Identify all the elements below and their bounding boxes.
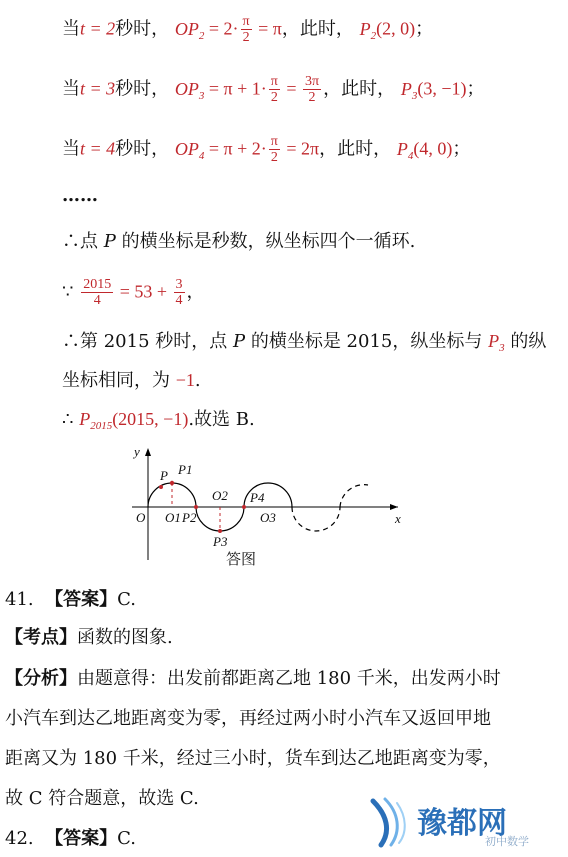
watermark-logo	[365, 793, 565, 853]
coords: (3, −1)	[417, 78, 467, 99]
label-O3: O3	[260, 510, 276, 525]
label-P2: P2	[182, 510, 197, 525]
fraction: $\frac{\pi}{2}$	[270, 74, 278, 105]
final-answer-line: ∴ $P_{2015}(2015$, −1).故选 B.	[62, 409, 255, 432]
label-P: P	[160, 468, 168, 483]
text: ；	[452, 138, 471, 160]
arc-OP: $OP_4$	[174, 138, 205, 162]
fenxi-line-3: 距离又为 180 千米，经过三小时，货车到达乙地距离变为零，	[5, 748, 501, 769]
label-O2: O2	[212, 488, 228, 503]
text: 秒时，	[115, 78, 170, 100]
fraction: $\frac{3}{4}$	[175, 277, 183, 308]
figure-caption: 答图	[226, 550, 257, 568]
fraction: $\frac{3\pi}{2}$	[305, 74, 320, 105]
fenxi-line-2: 小汽车到达乙地距离变为零，再经过两小时小汽车又返回甲地	[5, 708, 491, 729]
arc-OP: $OP_2$	[174, 18, 205, 42]
text: ，此时，	[281, 18, 354, 40]
fenxi-line-1: 【分析】由题意得：出发前都距离乙地 180 千米，出发两小时	[5, 668, 501, 689]
math-t: t = 4	[80, 138, 116, 159]
fraction: $\frac{\pi}{2}$	[242, 14, 250, 45]
text: ；	[415, 18, 434, 40]
x-axis-arrow	[390, 504, 398, 510]
coords: (2, 0)	[376, 18, 416, 39]
label-O: O	[136, 510, 146, 525]
conclusion-2015-cont: 坐标相同，为 −1.	[62, 370, 201, 391]
point-P4	[242, 505, 246, 509]
logo-swirl-icon	[373, 799, 405, 845]
q42-answer: 42. 【答案】C.	[5, 828, 136, 849]
math-t: t = 3	[80, 78, 116, 99]
text: ；	[466, 78, 485, 100]
math: =	[281, 78, 302, 99]
arc-OP: $OP_3$	[174, 78, 205, 102]
line-t4	[62, 134, 470, 168]
label-O1: O1	[165, 510, 181, 525]
fraction: $\frac{\pi}{2}$	[270, 134, 278, 165]
point-P2	[194, 505, 198, 509]
watermark-text: 豫都网	[417, 806, 507, 841]
coords: (4, 0)	[413, 138, 453, 159]
label-P1: P1	[178, 462, 193, 477]
watermark-small-text: 初中数学	[485, 835, 529, 848]
label-x: x	[395, 511, 401, 526]
math: = 2π	[281, 138, 320, 159]
text: 当	[62, 138, 80, 160]
line-t2	[62, 14, 433, 48]
math: = π + 2·	[204, 138, 267, 159]
math: = π + 1·	[204, 78, 267, 99]
text: 秒时，	[115, 138, 170, 160]
sine-wave-figure	[120, 440, 410, 575]
point-P	[159, 485, 163, 489]
text: ，此时，	[323, 78, 396, 100]
conclusion-2015: ∴第 2015 秒时，点 P 的横坐标是 2015，纵坐标与 $P_3$ 的纵	[62, 331, 547, 354]
arc-5-dashed	[340, 485, 368, 507]
point-label: $P_4$	[396, 138, 414, 162]
math: = 2·	[204, 18, 239, 39]
point-label: $P_2$	[359, 18, 377, 42]
text: ，此时，	[319, 138, 392, 160]
line-t3	[62, 74, 484, 108]
math: = π	[253, 18, 282, 39]
point-P3	[218, 529, 222, 533]
point-P1	[170, 481, 174, 485]
y-axis-arrow	[145, 448, 151, 456]
q41-answer: 41. 【答案】C.	[5, 589, 136, 610]
point-label: $P_3$	[400, 78, 418, 102]
text: 当	[62, 78, 80, 100]
because-line: ∵ $\frac{2015}{4}$ = 53 + $\frac{3}{4}$ ，	[62, 277, 205, 308]
arc-4-dashed	[292, 507, 340, 531]
fenxi-line-4: 故 C 符合题意，故选 C.	[5, 788, 199, 809]
label-P3: P3	[213, 534, 228, 549]
conclusion-cycle: ∴点 P 的横坐标是秒数，纵坐标四个一循环.	[62, 231, 416, 252]
math-t: t = 2	[80, 18, 116, 39]
label-P4: P4	[250, 490, 265, 505]
ellipsis: ……	[62, 185, 98, 206]
label-y: y	[134, 444, 140, 459]
kaodian-line: 【考点】函数的图象.	[5, 627, 173, 648]
text: 秒时，	[115, 18, 170, 40]
fraction: $\frac{2015}{4}$	[83, 277, 112, 308]
text: 当	[62, 18, 80, 40]
